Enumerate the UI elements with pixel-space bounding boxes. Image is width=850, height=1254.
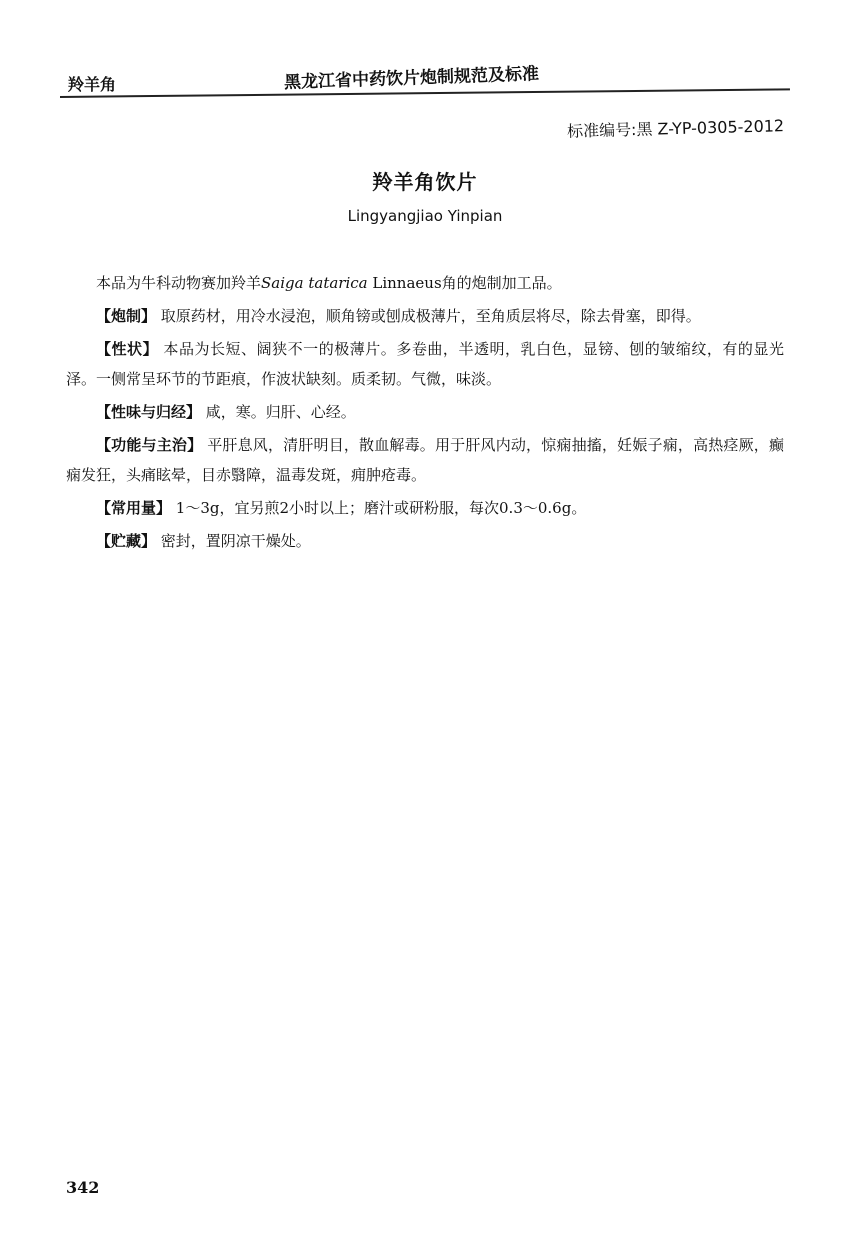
section-nature-meridian <box>66 397 784 427</box>
section-function <box>66 430 784 490</box>
section-text: 1～3g，宜另煎2小时以上；磨汁或研粉服，每次0.3～0.6g。 <box>171 499 587 517</box>
section-text: 密封，置阴凉干燥处。 <box>156 532 311 550</box>
section-processing <box>66 301 784 331</box>
section-label: 【性味与归经】 <box>96 403 202 421</box>
intro-paragraph <box>66 268 784 298</box>
page-number: 342 <box>66 1178 100 1197</box>
section-characteristics <box>66 334 784 394</box>
monograph-body <box>66 268 784 559</box>
intro-text-after: Linnaeus角的炮制加工品。 <box>367 274 562 292</box>
standard-number: 标准编号:黑 Z-YP-0305-2012 <box>566 116 785 141</box>
section-label: 【性状】 <box>96 340 159 358</box>
section-text: 本品为长短、阔狭不一的极薄片。多卷曲，半透明，乳白色，显镑、刨的皱缩纹，有的显光泽。一侧常呈环节的节距痕，作波状缺刻。质柔韧。气微，味淡。 <box>66 340 784 388</box>
page-title: 羚羊角饮片 <box>372 170 478 194</box>
intro-text-before: 本品为牛科动物赛加羚羊 <box>96 274 262 292</box>
running-header-left: 羚羊角 <box>68 75 117 94</box>
section-label: 【炮制】 <box>96 307 157 325</box>
section-storage <box>66 526 784 556</box>
page-subtitle: Lingyangjiao Yinpian <box>347 207 503 225</box>
latin-name: Saiga tatarica <box>261 274 368 292</box>
running-header-title: 黑龙江省中药饮片炮制规范及标准 <box>283 64 540 93</box>
section-label: 【功能与主治】 <box>96 436 203 454</box>
section-dosage <box>66 493 784 523</box>
section-text: 平肝息风，清肝明目，散血解毒。用于肝风内动，惊痫抽搐，妊娠子痫，高热痉厥，癫痫发狂，头痛眩晕，目赤翳障，温毒发斑，痈肿疮毒。 <box>66 436 784 484</box>
header-rule <box>60 88 790 98</box>
section-text: 咸，寒。归肝、心经。 <box>201 403 356 421</box>
section-label: 【贮藏】 <box>96 532 157 550</box>
section-text: 取原药材，用冷水浸泡，顺角镑或刨成极薄片，至角质层将尽，除去骨塞，即得。 <box>156 307 701 325</box>
section-label: 【常用量】 <box>96 499 172 517</box>
